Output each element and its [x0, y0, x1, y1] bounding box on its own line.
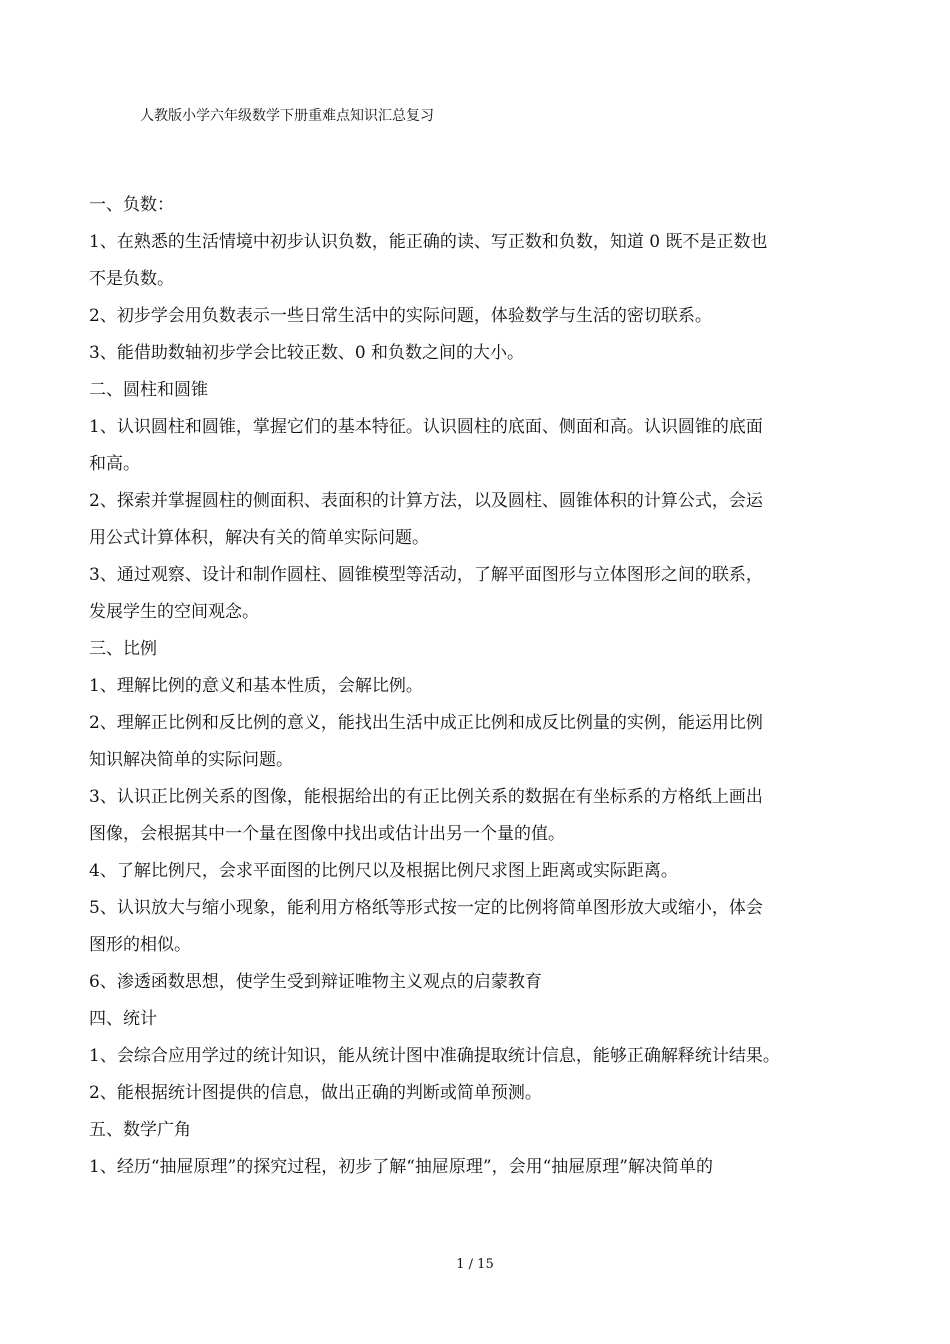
paragraph-line: 2、初步学会用负数表示一些日常生活中的实际问题，体验数学与生活的密切联系。	[89, 306, 712, 326]
section-heading-statistics: 四、统计	[89, 1009, 157, 1029]
paragraph-line: 图像，会根据其中一个量在图像中找出或估计出另一个量的值。	[89, 824, 565, 844]
paragraph-line: 不是负数。	[89, 269, 174, 289]
paragraph-line: 1、经历“抽屉原理”的探究过程，初步了解“抽屉原理”，会用“抽屉原理”解决简单的	[89, 1157, 713, 1177]
paragraph-line: 用公式计算体积，解决有关的简单实际问题。	[89, 528, 429, 548]
section-heading-negative-numbers: 一、负数：	[89, 195, 174, 215]
paragraph-line: 1、在熟悉的生活情境中初步认识负数，能正确的读、写正数和负数，知道 0 既不是正数也	[89, 232, 768, 252]
document-body	[89, 187, 889, 1186]
paragraph-line: 2、探索并掌握圆柱的侧面积、表面积的计算方法，以及圆柱、圆锥体积的计算公式，会运	[89, 491, 763, 511]
paragraph-line: 5、认识放大与缩小现象，能利用方格纸等形式按一定的比例将简单图形放大或缩小，体会	[89, 898, 763, 918]
document-title: 人教版小学六年级数学下册重难点知识汇总复习	[140, 108, 434, 124]
paragraph-line: 2、能根据统计图提供的信息，做出正确的判断或简单预测。	[89, 1083, 542, 1103]
paragraph-line: 1、理解比例的意义和基本性质，会解比例。	[89, 676, 423, 696]
paragraph-line: 2、理解正比例和反比例的意义，能找出生活中成正比例和成反比例量的实例，能运用比例	[89, 713, 763, 733]
paragraph-line: 3、通过观察、设计和制作圆柱、圆锥模型等活动，了解平面图形与立体图形之间的联系，	[89, 565, 763, 585]
paragraph-line: 4、了解比例尺，会求平面图的比例尺以及根据比例尺求图上距离或实际距离。	[89, 861, 678, 881]
paragraph-line: 图形的相似。	[89, 935, 191, 955]
section-heading-cylinder-cone: 二、圆柱和圆锥	[89, 380, 208, 400]
paragraph-line: 1、会综合应用学过的统计知识，能从统计图中准确提取统计信息，能够正确解释统计结果。	[89, 1046, 780, 1066]
page-number: 1 / 15	[456, 1257, 494, 1272]
section-heading-math-corner: 五、数学广角	[89, 1120, 191, 1140]
paragraph-line: 和高。	[89, 454, 140, 474]
paragraph-line: 发展学生的空间观念。	[89, 602, 259, 622]
paragraph-line: 3、能借助数轴初步学会比较正数、0 和负数之间的大小。	[89, 343, 525, 363]
paragraph-line: 1、认识圆柱和圆锥，掌握它们的基本特征。认识圆柱的底面、侧面和高。认识圆锥的底面	[89, 417, 763, 437]
paragraph-line: 3、认识正比例关系的图像，能根据给出的有正比例关系的数据在有坐标系的方格纸上画出	[89, 787, 763, 807]
section-heading-proportion: 三、比例	[89, 639, 157, 659]
paragraph-line: 6、渗透函数思想，使学生受到辩证唯物主义观点的启蒙教育	[89, 972, 542, 992]
paragraph-line: 知识解决简单的实际问题。	[89, 750, 293, 770]
